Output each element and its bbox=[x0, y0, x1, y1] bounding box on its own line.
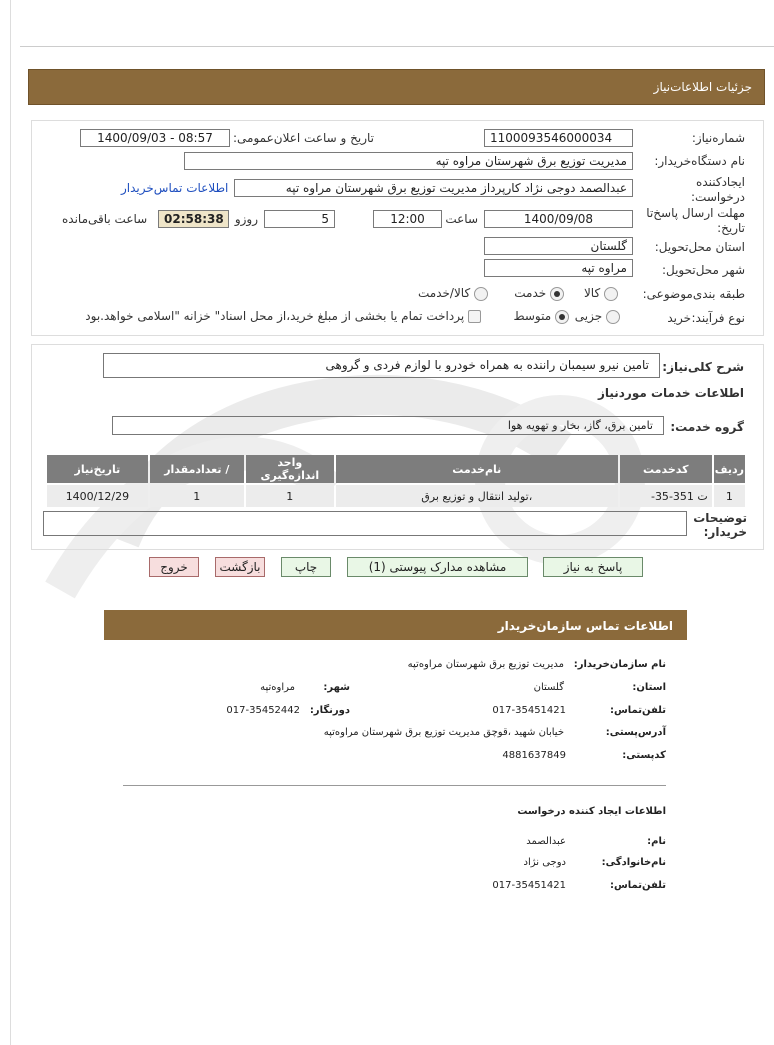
category-option-goods[interactable]: کالا bbox=[584, 286, 618, 301]
deadline-label: مهلت ارسال پاسخ‌تا تاریخ: bbox=[646, 206, 745, 235]
creator-info-title: اطلاعات ایجاد کننده درخواست bbox=[517, 806, 666, 817]
province-label: استان محل‌تحویل: bbox=[654, 240, 745, 254]
col-row-number: ردیف bbox=[714, 455, 745, 483]
time-label: ساعت bbox=[445, 212, 478, 226]
contact-city-value: مراوه‌تپه bbox=[260, 682, 295, 693]
cell-row-number: 1 bbox=[725, 489, 733, 503]
announce-field: 1400/09/03 - 08:57 bbox=[80, 129, 230, 147]
buyer-notes-field bbox=[43, 511, 687, 536]
address-value: خیابان شهید ،قوچق مدیریت توزیع برق شهرستان مراوه‌تپه bbox=[323, 727, 564, 738]
creator-label: ایجادکننده درخواست: bbox=[691, 175, 745, 204]
remaining-label: ساعت باقی‌مانده bbox=[62, 212, 148, 226]
cell-quantity: 1 bbox=[193, 489, 201, 503]
description-field: تامین نیرو سیمبان راننده به همراه خودرو با لوازم فردی و گروهی bbox=[103, 353, 660, 378]
cell-service-code: ت 351-35- bbox=[650, 489, 708, 503]
service-group-label: گروه خدمت: bbox=[670, 420, 744, 434]
postal-code-value: 4881637849 bbox=[502, 750, 566, 761]
header-title: جزئیات اطلاعات‌نیاز bbox=[653, 80, 752, 94]
col-unit: واحد اندازه‌گیری bbox=[246, 455, 334, 483]
contact-title: اطلاعات تماس سازمان‌خریدار bbox=[497, 619, 673, 633]
col-service-code: کدخدمت bbox=[620, 455, 712, 483]
org-value: مدیریت توزیع برق شهرستان مراوه‌تپه bbox=[407, 659, 564, 670]
radio-goods[interactable] bbox=[604, 287, 618, 301]
exit-button[interactable]: خروج bbox=[149, 557, 199, 577]
province-field: گلستان bbox=[484, 237, 633, 255]
details-header bbox=[28, 69, 765, 105]
left-border bbox=[10, 0, 11, 1045]
process-option-minor[interactable]: جزیی bbox=[575, 309, 620, 324]
creator-phone-value: 017-35451421 bbox=[492, 880, 566, 891]
creator-field: عبدالصمد دوجی نژاد کارپرداز مدیریت توزیع برق شهرستان مراوه تپه bbox=[234, 179, 633, 197]
contact-buyer-link[interactable]: اطلاعات تماس‌خریدار bbox=[121, 181, 229, 195]
description-label: شرح کلی‌نیاز: bbox=[662, 360, 744, 374]
print-button[interactable]: چاپ bbox=[281, 557, 331, 577]
contact-province-label: استان: bbox=[632, 682, 666, 693]
days-label: روزو bbox=[234, 212, 258, 226]
contact-phone-label: تلفن‌تماس: bbox=[609, 705, 666, 716]
postal-code-label: کدپستی: bbox=[622, 750, 666, 761]
buyer-notes-label: توضیحات خریدار: bbox=[693, 511, 747, 539]
address-label: آدرس‌پستی: bbox=[605, 727, 666, 738]
process-label: نوع فرآیند: bbox=[691, 311, 745, 325]
services-table bbox=[45, 453, 747, 509]
top-divider bbox=[20, 46, 774, 47]
col-need-date: تاریخ‌نیاز bbox=[47, 455, 148, 483]
service-group-field: تامین برق، گاز، بخار و تهویه هوا bbox=[112, 416, 664, 435]
fax-label: دورنگار: bbox=[309, 705, 350, 716]
city-label: شهر محل‌تحویل: bbox=[661, 263, 745, 277]
number-field: 1100093546000034 bbox=[484, 129, 633, 147]
fax-value: 017-35452442 bbox=[226, 705, 300, 716]
contact-city-label: شهر: bbox=[323, 682, 350, 693]
services-title: اطلاعات خدمات موردنیاز bbox=[597, 386, 744, 400]
announce-label: تاریخ و ساعت اعلان‌عمومی: bbox=[232, 131, 374, 145]
cell-unit: 1 bbox=[286, 489, 294, 503]
col-quantity: / تعدادمقدار bbox=[150, 455, 244, 483]
process-buy: خرید bbox=[667, 311, 691, 325]
radio-minor[interactable] bbox=[606, 310, 620, 324]
cell-service-name: ،تولید انتقال و توزیع برق bbox=[421, 489, 533, 503]
payment-checkbox[interactable] bbox=[468, 310, 481, 323]
deadline-time-field: 12:00 bbox=[373, 210, 442, 228]
view-attachments-button[interactable]: مشاهده مدارک پیوستی (1) bbox=[347, 557, 528, 577]
number-label: شماره‌نیاز: bbox=[691, 131, 745, 145]
contact-header bbox=[104, 610, 687, 640]
table-header-row bbox=[47, 455, 745, 483]
creator-family-value: دوجی نژاد bbox=[523, 857, 566, 868]
reply-button[interactable]: پاسخ به نیاز bbox=[543, 557, 643, 577]
creator-name-value: عبدالصمد bbox=[526, 836, 566, 847]
contact-province-value: گلستان bbox=[533, 682, 564, 693]
cell-need-date: 1400/12/29 bbox=[65, 489, 130, 503]
creator-family-label: نام‌خانوادگی: bbox=[601, 857, 666, 868]
table-row bbox=[47, 485, 745, 507]
remaining-time-field: 02:58:38 bbox=[158, 210, 229, 228]
payment-checkbox-row[interactable]: پرداخت تمام یا بخشی از مبلغ خرید،از محل اسناد" خزانه "اسلامی خواهد.بود bbox=[85, 309, 481, 323]
city-field: مراوه تپه bbox=[484, 259, 633, 277]
creator-name-label: نام: bbox=[647, 836, 666, 847]
days-field: 5 bbox=[264, 210, 335, 228]
col-service-name: نام‌خدمت bbox=[336, 455, 618, 483]
category-option-service[interactable]: خدمت bbox=[514, 286, 564, 301]
deadline-date-field: 1400/09/08 bbox=[484, 210, 633, 228]
radio-goods-service[interactable] bbox=[474, 287, 488, 301]
org-label: نام سازمان‌خریدار: bbox=[573, 659, 666, 670]
contact-phone-value: 017-35451421 bbox=[492, 705, 566, 716]
category-option-goods-service[interactable]: کالا/خدمت bbox=[418, 286, 488, 301]
buyer-field: مدیریت توزیع برق شهرستان مراوه تپه bbox=[184, 152, 633, 170]
buyer-label: نام دستگاه‌خریدار: bbox=[654, 154, 745, 168]
radio-service[interactable] bbox=[550, 287, 564, 301]
creator-phone-label: تلفن‌تماس: bbox=[609, 880, 666, 891]
radio-medium[interactable] bbox=[555, 310, 569, 324]
category-label: طبقه بندی‌موضوعی: bbox=[642, 287, 745, 301]
contact-divider bbox=[123, 785, 666, 786]
back-button[interactable]: بازگشت bbox=[215, 557, 265, 577]
process-option-medium[interactable]: متوسط bbox=[513, 309, 569, 324]
